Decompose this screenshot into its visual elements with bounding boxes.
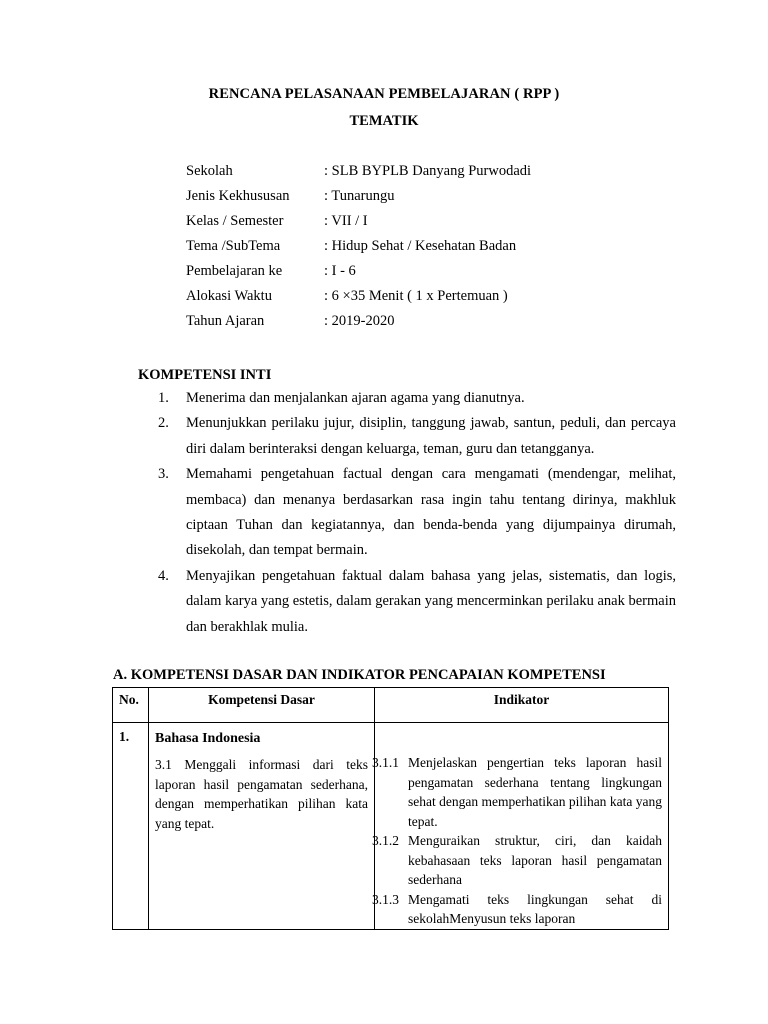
identity-label: Alokasi Waktu [186,288,272,304]
list-item [158,564,676,640]
table-header-row [113,688,669,723]
identity-value: : Hidup Sehat / Kesehatan Badan [324,238,517,254]
indicator-text: Menguraikan struktur, ciri, dan kaidah kebahasaan teks laporan hasil pengamatan sederhana [408,833,662,887]
identity-label: Kelas / Semester [186,213,284,229]
indicator-text: Menjelaskan pengertian teks laporan hasil pengamatan sederhana tentang lingkungan sehat dengan memperhatikan pilihan kata yang tepat. [408,755,662,829]
identity-value: : SLB BYPLB Danyang Purwodadi [324,163,532,179]
identity-label: Sekolah [186,163,233,179]
indicator-number: 3.1.2 [372,833,399,848]
identity-label: Tahun Ajaran [186,313,265,329]
section-a-heading: A. KOMPETENSI DASAR DAN INDIKATOR PENCAPAIAN KOMPETENSI [113,667,606,683]
list-item [158,462,676,564]
document-subtitle: TEMATIK [349,113,419,129]
list-text: Menunjukkan perilaku jujur, disiplin, tanggung jawab, santun, peduli, dan percaya diri dalam berinteraksi dengan keluarga, teman, guru dan tetangganya. [186,415,676,457]
list-item [158,411,676,462]
table-row [113,723,669,930]
list-number: 1. [158,390,169,406]
list-number: 3. [158,466,169,483]
indicator-number: 3.1.3 [372,891,399,907]
indicator-number: 3.1.1 [372,755,399,770]
list-number: 4. [158,567,169,584]
kompetensi-dasar-text: 3.1 Menggali informasi dari teks laporan hasil pengamatan sederhana, dengan memperhatikan pilihan kata yang tepat. [155,757,368,831]
column-header-indikator: Indikator [375,688,669,723]
list-text: Menyajikan pengetahuan faktual dalam bahasa yang jelas, sistematis, dan logis, dalam karya yang estetis, dalam gerakan yang mencerminkan perilaku anak bermain dan berakhlak mulia. [186,567,676,635]
document-title: RENCANA PELASANAAN PEMBELAJARAN ( RPP ) [208,86,560,102]
indicator-item [372,831,662,890]
kompetensi-inti-list [158,386,676,640]
list-number: 2. [158,415,169,432]
row-number: 1. [113,723,149,930]
subject-title: Bahasa Indonesia [155,731,261,746]
identity-value: : VII / I [324,213,368,229]
identity-label: Jenis Kekhususan [186,188,290,204]
identity-value: : I - 6 [324,263,356,279]
kompetensi-dasar-cell [149,723,375,930]
column-header-no: No. [113,688,149,723]
indikator-cell [372,723,669,930]
indicator-text: Mengamati teks lingkungan sehat di sekolahMenyusun teks laporan [408,891,662,926]
identity-value: : 2019-2020 [324,313,395,329]
kompetensi-inti-heading: KOMPETENSI INTI [138,367,272,383]
identity-label: Tema /SubTema [186,238,281,254]
indicator-item [372,890,662,929]
identity-label: Pembelajaran ke [186,263,283,279]
identity-value: : Tunarungu [324,188,395,204]
identity-value: : 6 ×35 Menit ( 1 x Pertemuan ) [324,288,508,304]
column-header-kompetensi-dasar: Kompetensi Dasar [149,688,375,723]
indicator-item [372,753,662,831]
kompetensi-dasar-table [112,687,669,930]
list-text: Menerima dan menjalankan ajaran agama yang dianutnya. [186,390,525,406]
list-item [158,386,676,411]
list-text: Memahami pengetahuan factual dengan cara mengamati (mendengar, melihat, membaca) dan menanya berdasarkan rasa ingin tahu tentang dirinya, makhluk ciptaan Tuhan dan kegiatannya, dan benda-benda yang dijumpainya dirumah, disekolah, dan tempat bermain. [186,466,676,559]
